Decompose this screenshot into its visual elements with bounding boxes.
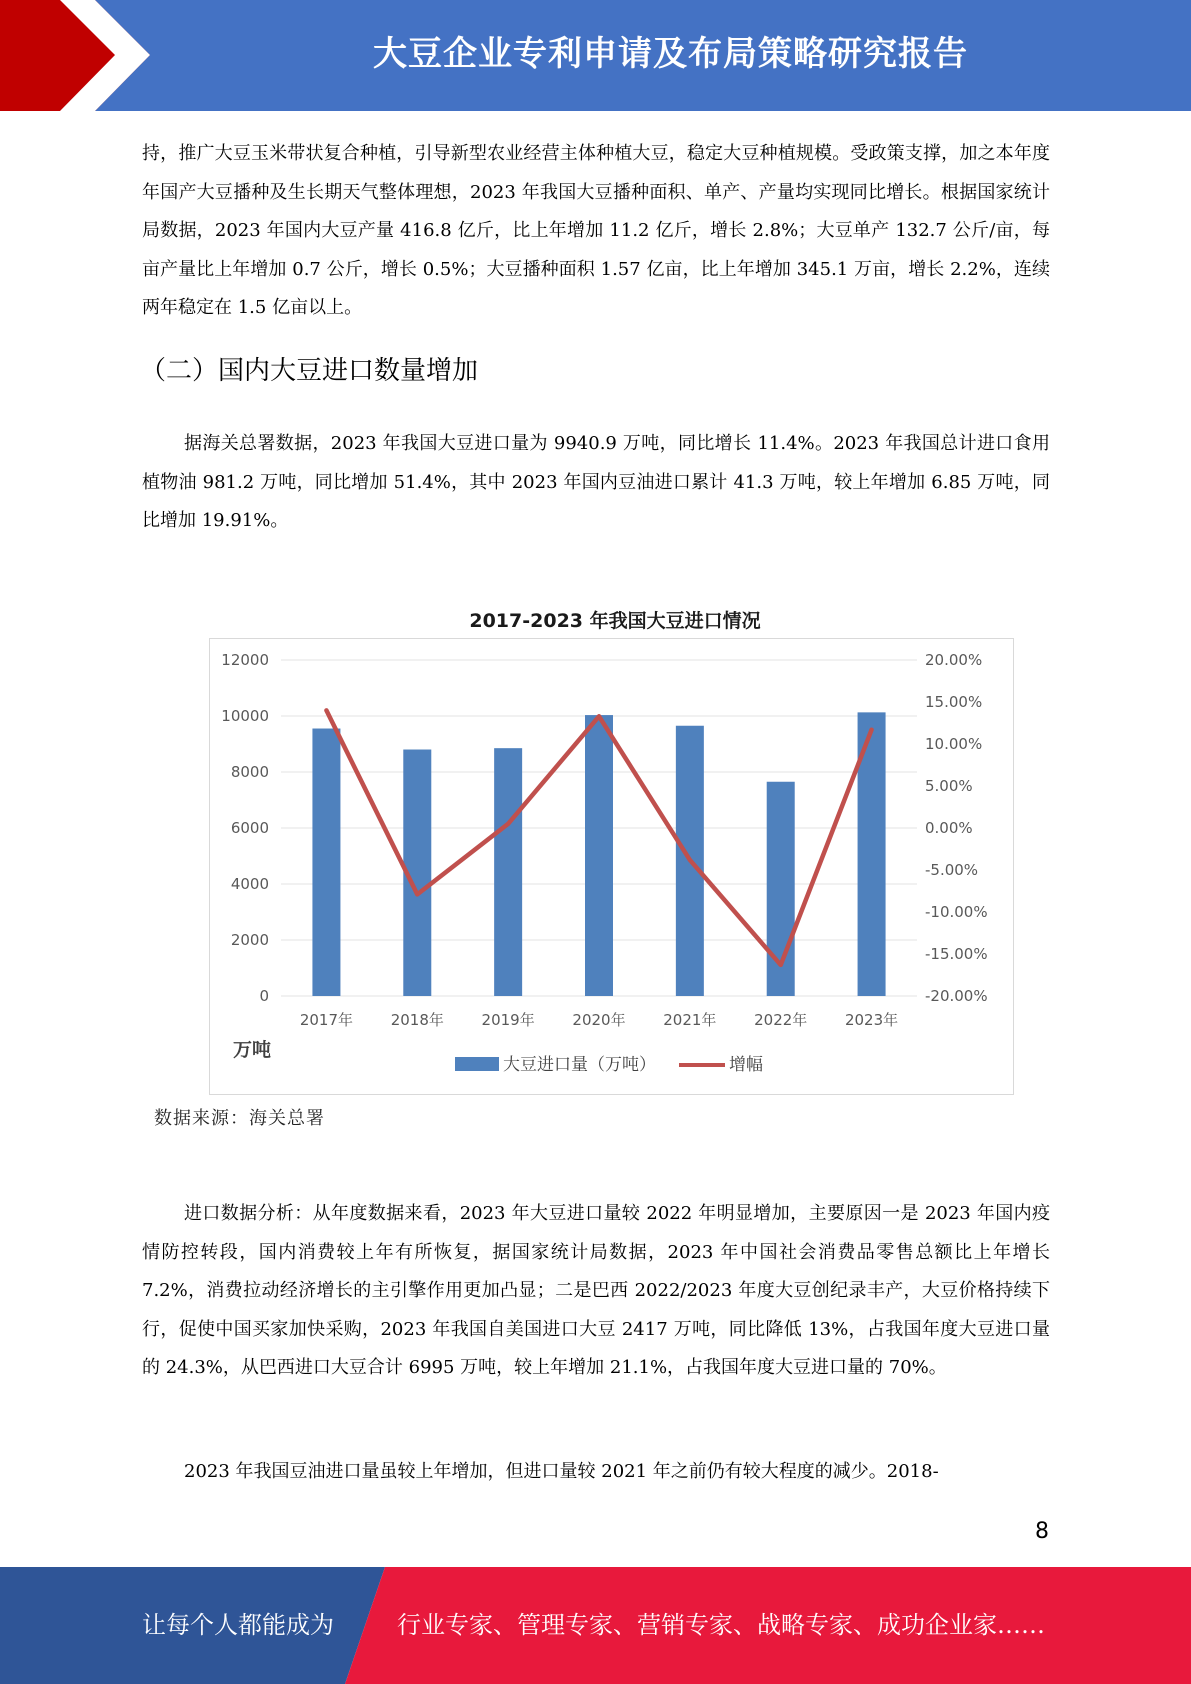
chart-title: 2017-2023 年我国大豆进口情况: [469, 610, 761, 632]
right-axis-tick-label: -15.00%: [925, 945, 988, 963]
left-axis-tick-label: 10000: [221, 707, 269, 725]
right-axis-tick-label: -20.00%: [925, 987, 988, 1005]
page-header: [0, 0, 1191, 111]
x-axis-tick-label: 2017年: [299, 1011, 354, 1029]
right-axis-tick-label: 0.00%: [925, 819, 973, 837]
legend-label-line: 增幅: [729, 1055, 763, 1075]
left-axis-tick-label: 12000: [221, 651, 269, 669]
footer-slogan-left: 让每个人都能成为: [142, 1611, 334, 1639]
footer-slogan-right: 行业专家、管理专家、营销专家、战略专家、成功企业家……: [397, 1611, 1045, 1639]
unit-label: 万吨: [233, 1039, 272, 1061]
page-footer: [0, 1567, 1191, 1684]
bar: [585, 715, 613, 996]
right-axis-tick-label: 20.00%: [925, 651, 983, 669]
x-axis-tick-label: 2022年: [754, 1011, 808, 1029]
body-paragraph-4: 2023 年我国豆油进口量虽较上年增加，但进口量较 2021 年之前仍有较大程度的减少。2018-: [184, 1461, 939, 1482]
body-paragraph-3: 进口数据分析：从年度数据来看，2023 年大豆进口量较 2022 年明显增加，主要原因一是 2023 年国内疫情防控转段，国内消费较上年有所恢复，据国家统计局数据，2023 年中国社会消费品零售总额比上年增长 7.2%，消费拉动经济增长的主引擎作用更加凸显；二是巴西 2022/2023 年度大豆创纪录丰产，大豆价格持续下行，促使中国买家加快采购，2023 年我国自美国进口大豆 2417 万吨，同比降低 13%，占我国年度大豆进口量的 24.3%，从巴西进口大豆合计 6995 万吨，较上年增加 21.1%，占我国年度大豆进口量的 70%。: [142, 1203, 1050, 1378]
bar: [494, 748, 522, 996]
x-axis-tick-label: 2020年: [572, 1011, 626, 1029]
chart: [209, 638, 1014, 1095]
header-arrow-icon: [0, 0, 160, 111]
legend-swatch-bars: [455, 1057, 499, 1071]
right-axis-tick-label: -5.00%: [925, 861, 979, 879]
legend-label-bars: 大豆进口量（万吨）: [503, 1055, 656, 1075]
page-number: 8: [1035, 1519, 1049, 1544]
section-heading: （二）国内大豆进口数量增加: [140, 356, 479, 386]
x-axis-tick-label: 2019年: [481, 1011, 535, 1029]
left-axis-tick-label: 6000: [230, 819, 269, 837]
x-axis-tick-label: 2023年: [844, 1011, 899, 1029]
right-axis-tick-label: 15.00%: [925, 693, 983, 711]
bar: [312, 729, 340, 996]
left-axis-tick-label: 0: [259, 987, 269, 1005]
left-axis-tick-label: 4000: [230, 875, 269, 893]
x-axis-tick-label: 2018年: [390, 1011, 444, 1029]
right-axis-tick-label: 5.00%: [925, 777, 973, 795]
right-axis-tick-label: 10.00%: [925, 735, 983, 753]
body-paragraph-2: 据海关总署数据，2023 年我国大豆进口量为 9940.9 万吨，同比增长 11.4%。2023 年我国总计进口食用植物油 981.2 万吨，同比增加 51.4%，其中 2023 年国内豆油进口累计 41.3 万吨，较上年增加 6.85 万吨，同比增加 19.91%。: [142, 433, 1050, 531]
left-axis-tick-label: 8000: [230, 763, 269, 781]
body-paragraph-1: 持，推广大豆玉米带状复合种植，引导新型农业经营主体种植大豆，稳定大豆种植规模。受政策支撑，加之本年度年国产大豆播种及生长期天气整体理想，2023 年我国大豆播种面积、单产、产量均实现同比增长。根据国家统计局数据，2023 年国内大豆产量 416.8 亿斤，比上年增加 11.2 亿斤，增长 2.8%；大豆单产 132.7 公斤/亩，每亩产量比上年增加 0.7 公斤，增长 0.5%；大豆播种面积 1.57 亿亩，比上年增加 345.1 万亩，增长 2.2%，连续两年稳定在 1.5 亿亩以上。: [142, 143, 1050, 318]
report-title: 大豆企业专利申请及布局策略研究报告: [373, 34, 968, 74]
x-axis-tick-label: 2021年: [663, 1011, 717, 1029]
left-axis-tick-label: 2000: [230, 931, 269, 949]
source-note: 数据来源：海关总署: [154, 1108, 325, 1129]
right-axis-tick-label: -10.00%: [925, 903, 988, 921]
